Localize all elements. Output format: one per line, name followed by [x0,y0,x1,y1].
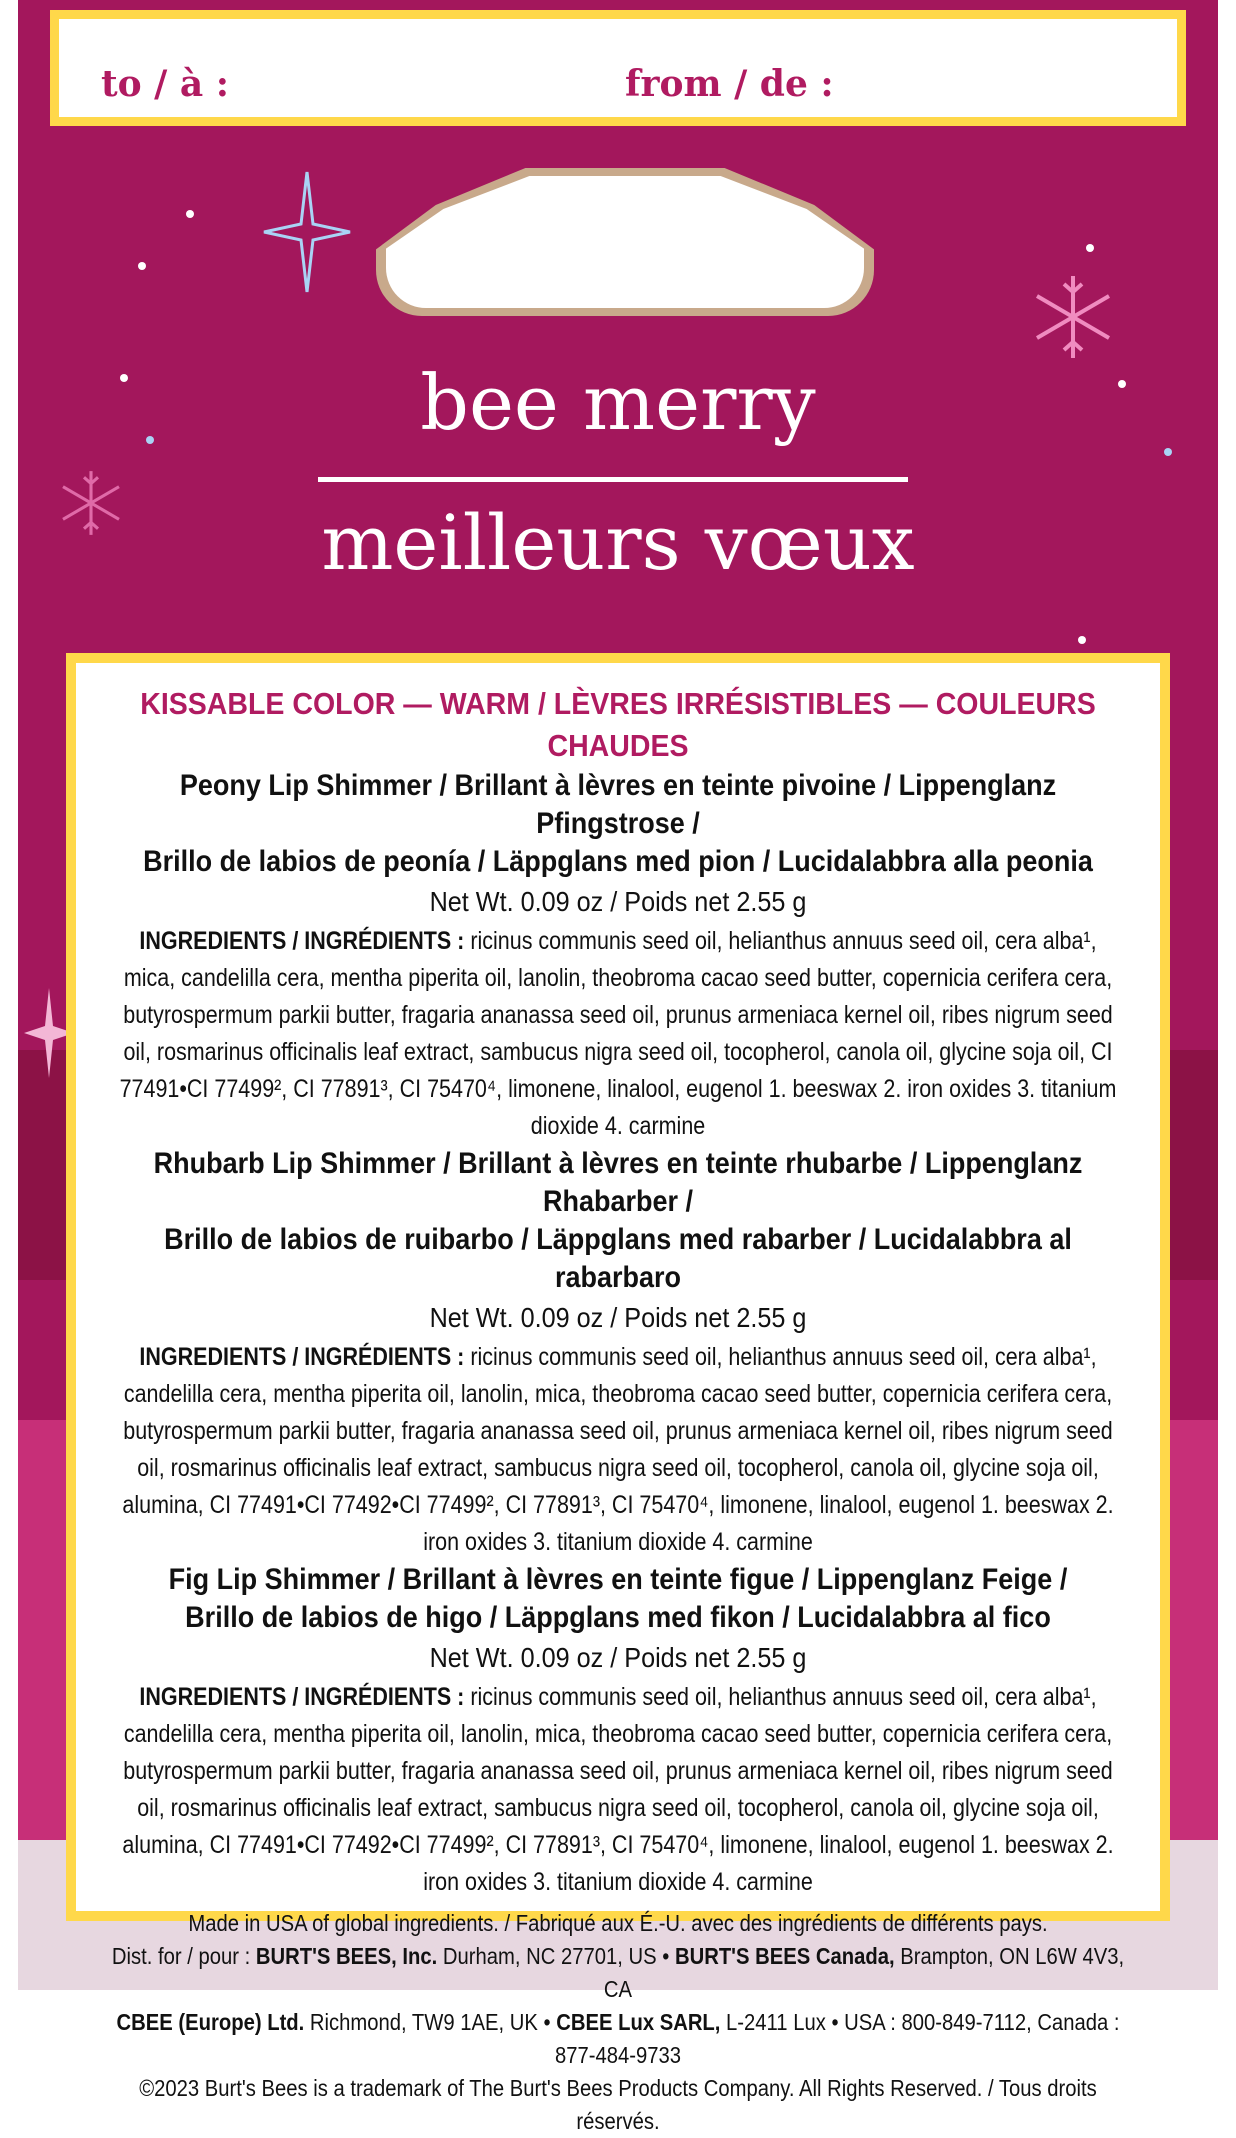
snowflake-icon [1028,272,1118,362]
ingredients-panel [66,653,1170,2134]
greeting-english: bee merry [420,358,816,447]
product-name-line1: Rhubarb Lip Shimmer / Brillant à lèvres en teinte rhubarbe / Lippenglanz Rhabarber / [153,1147,1083,1218]
snow-dot [1086,244,1094,252]
product-name-line2: Brillo de labios de ruibarbo / Läppglans med rabarber / Lucidalabbra al rabarbaro [164,1223,1072,1294]
ingredients-list [112,1339,1123,1561]
eu-distributor-line [109,2006,1126,2072]
legal-footer [109,1907,1126,2138]
gift-tag [50,10,1186,126]
net-weight: Net Wt. 0.09 oz / Poids net 2.55 g [429,1302,807,1333]
product-section-fig [90,1561,1146,1901]
product-name-line1: Peony Lip Shimmer / Brillant à lèvres en teinte pivoine / Lippenglanz Pfingstrose / [179,769,1057,840]
eu-address-uk: Richmond, TW9 1AE, UK • [309,2009,551,2035]
product-name-line1: Fig Lip Shimmer / Brillant à lèvres en teinte figue / Lippenglanz Feige / [168,1563,1068,1596]
copyright-line: ©2023 Burt's Bees is a trademark of The Burt's Bees Products Company. All Rights Reserved. / Tous droits réservés. [139,2075,1097,2134]
snow-dot [138,262,146,270]
ingredients-panel-inner [76,663,1160,2134]
package-back [18,0,1218,2134]
snow-dot [1164,448,1172,456]
greeting-french: meilleurs vœux [321,498,915,587]
distributor-line [109,1940,1126,2006]
product-name-line2: Brillo de labios de higo / Läppglans med fikon / Lucidalabbra al fico [185,1601,1051,1634]
product-section-rhubarb [90,1145,1146,1561]
four-point-star-icon [264,172,350,292]
product-section-peony [90,767,1146,1145]
eu-address-lux: L-2411 Lux • USA : 800-849-7112, Canada : 877-484-9733 [554,2009,1120,2068]
ingredients-label: INGREDIENTS / INGRÉDIENTS : [139,1343,465,1371]
ingredients-list [112,1679,1123,1901]
gift-tag-field[interactable] [59,19,1177,117]
dist-address-ca: Brampton, ON L6W 4V3, CA [603,1943,1125,2002]
net-weight: Net Wt. 0.09 oz / Poids net 2.55 g [429,1642,807,1673]
ingredients-text: ricinus communis seed oil, helianthus annuus seed oil, cera alba¹, mica, candelilla cera, mentha piperita oil, lanolin, theobroma cacao seed butter, copernicia cerifera cera, butyrospermum parkii butter, fragaria ananassa seed oil, prunus armeniaca kernel oil, ribes nigrum seed oil, rosmarinus officinalis leaf extract, sambucus nigra seed oil, tocopherol, canola oil, glycine soja oil, CI 77491•CI 77499², CI 77891³, CI 75470⁴, limonene, linalool, eugenol 1. beeswax 2. iron oxides 3. titanium dioxide 4. carmine [119,927,1117,1140]
snow-dot [186,210,194,218]
eu-company-uk: CBEE (Europe) Ltd. [116,2009,305,2035]
eu-company-lux: CBEE Lux SARL, [556,2009,721,2035]
dist-address-us: Durham, NC 27701, US • [442,1943,670,1969]
carry-handle-cutout [386,176,864,308]
snow-dot [1078,636,1086,644]
ingredients-text: ricinus communis seed oil, helianthus annuus seed oil, cera alba¹, candelilla cera, mentha piperita oil, lanolin, mica, theobroma cacao seed butter, copernicia cerifera cera, butyrospermum parkii butter, fragaria ananassa seed oil, prunus armeniaca kernel oil, ribes nigrum seed oil, rosmarinus officinalis leaf extract, sambucus nigra seed oil, tocopherol, canola oil, glycine soja oil, alumina, CI 77491•CI 77492•CI 77499², CI 77891³, CI 75470⁴, limonene, linalool, eugenol 1. beeswax 2. iron oxides 3. titanium dioxide 4. carmine [122,1343,1114,1556]
product-name-line2: Brillo de labios de peonía / Läppglans med pion / Lucidalabbra alla peonia [143,845,1093,878]
ingredients-text: ricinus communis seed oil, helianthus annuus seed oil, cera alba¹, candelilla cera, mentha piperita oil, lanolin, mica, theobroma cacao seed butter, copernicia cerifera cera, butyrospermum parkii butter, fragaria ananassa seed oil, prunus armeniaca kernel oil, ribes nigrum seed oil, rosmarinus officinalis leaf extract, sambucus nigra seed oil, tocopherol, canola oil, glycine soja oil, alumina, CI 77491•CI 77492•CI 77499², CI 77891³, CI 75470⁴, limonene, linalool, eugenol 1. beeswax 2. iron oxides 3. titanium dioxide 4. carmine [122,1683,1114,1896]
from-label: from / de : [625,63,834,105]
product-headline: KISSABLE COLOR — WARM / LÈVRES IRRÉSISTIBLES — COULEURS CHAUDES [140,686,1096,763]
ingredients-label: INGREDIENTS / INGRÉDIENTS : [139,1683,465,1711]
made-in-line: Made in USA of global ingredients. / Fabriqué aux É.-U. avec des ingrédients de différents pays. [188,1910,1048,1936]
net-weight: Net Wt. 0.09 oz / Poids net 2.55 g [429,886,807,917]
dist-company-us: BURT'S BEES, Inc. [255,1943,438,1969]
to-label: to / à : [101,63,230,105]
dist-prefix: Dist. for / pour : [111,1943,251,1969]
ingredients-list [112,923,1123,1145]
greeting-divider [318,477,908,482]
dist-company-ca: BURT'S BEES Canada, [674,1943,895,1969]
ingredients-label: INGREDIENTS / INGRÉDIENTS : [139,927,465,955]
